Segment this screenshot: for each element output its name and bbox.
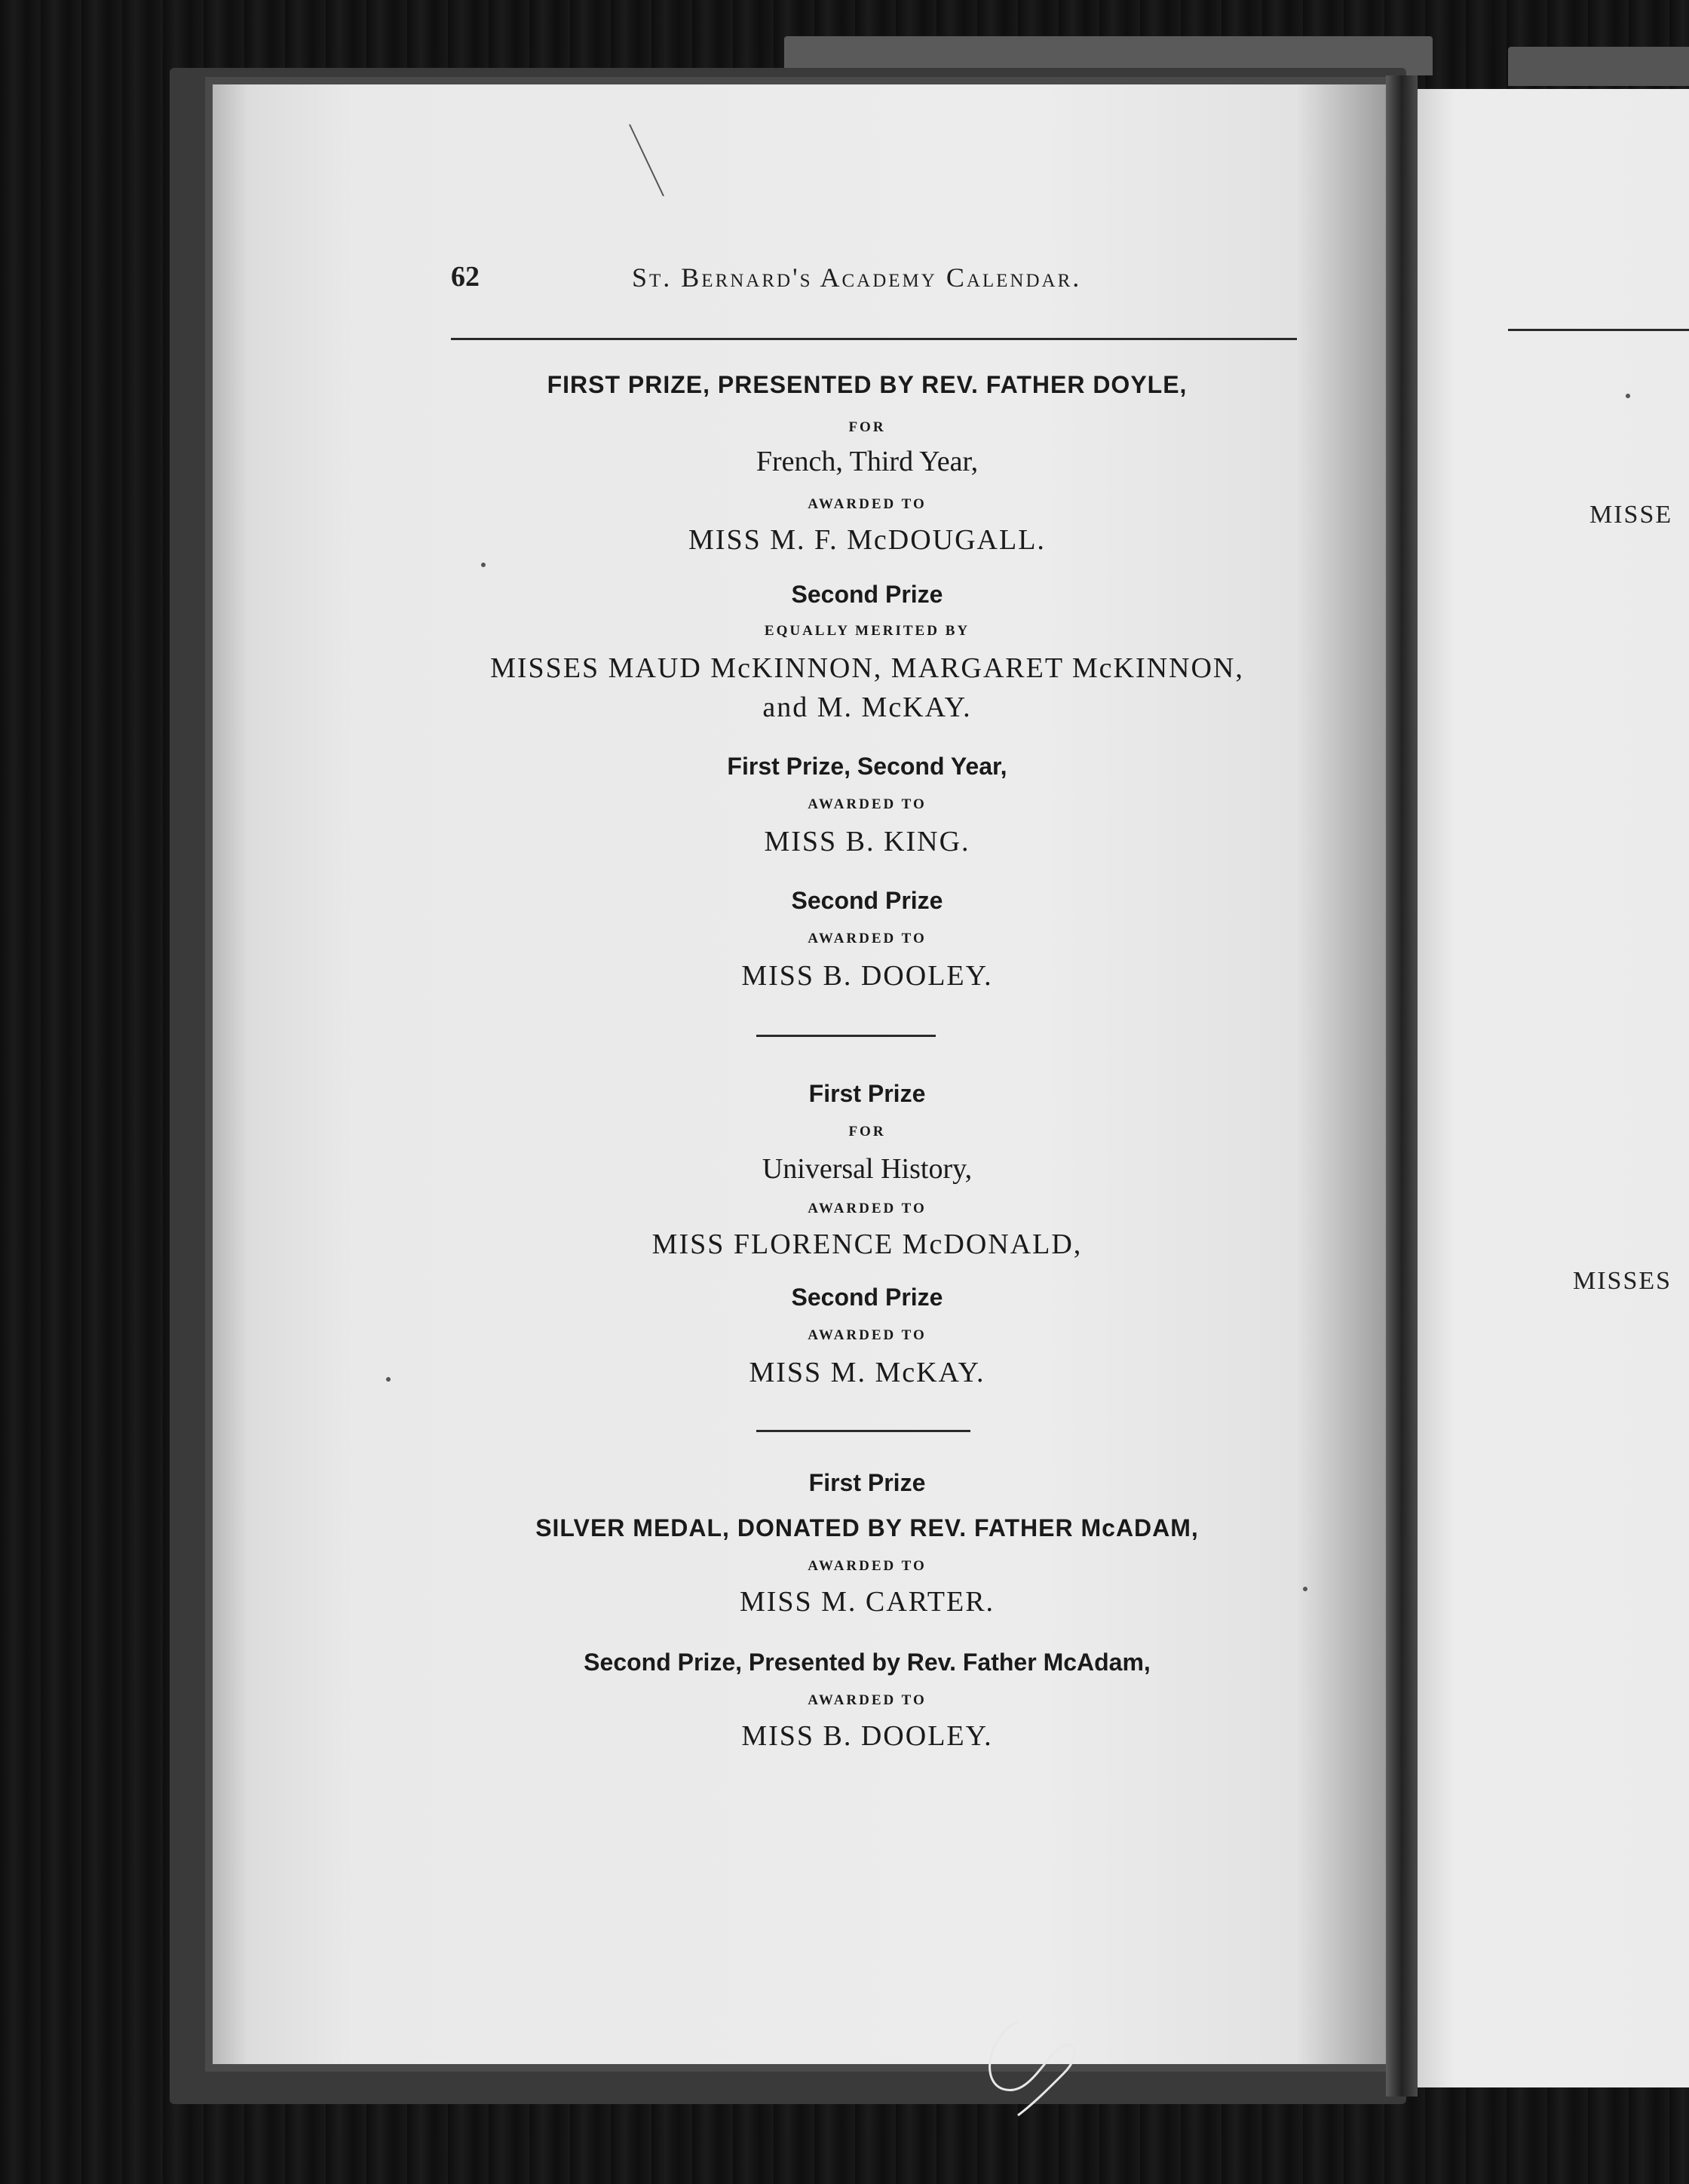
- running-header: [451, 260, 1295, 298]
- prize-winner: MISS B. KING.: [764, 826, 970, 857]
- prize-heading: Second Prize: [791, 581, 943, 608]
- prize-subject: French, Third Year,: [756, 446, 979, 477]
- prize-label: EQUALLY MERITED BY: [764, 623, 970, 639]
- prize-label: AWARDED TO: [808, 1327, 927, 1343]
- prize-heading: Second Prize: [791, 1284, 943, 1311]
- prize-heading: First Prize, Second Year,: [727, 753, 1007, 780]
- prize-winner: MISSES MAUD McKINNON, MARGARET McKINNON,: [490, 652, 1244, 684]
- prize-label: AWARDED TO: [808, 1558, 927, 1574]
- prize-label: FOR: [848, 1124, 886, 1140]
- section-divider: [756, 1430, 970, 1432]
- prize-subject: Universal History,: [762, 1153, 973, 1185]
- prize-label: AWARDED TO: [808, 496, 927, 512]
- page-tab-shadow-right: [1508, 47, 1689, 86]
- right-page-header-rule: [1508, 329, 1689, 331]
- prize-winner: MISS B. DOOLEY.: [741, 1720, 993, 1752]
- prize-label: AWARDED TO: [808, 796, 927, 812]
- prize-heading: First Prize: [808, 1469, 926, 1496]
- prize-heading: First Prize: [808, 1080, 926, 1107]
- prize-winner: MISS M. F. McDOUGALL.: [688, 524, 1046, 556]
- paper-scratch: [626, 121, 671, 204]
- running-title: St. Bernard's Academy Calendar.: [632, 262, 1082, 293]
- thread-fiber: [973, 2006, 1093, 2119]
- prize-winner: MISS FLORENCE McDONALD,: [651, 1228, 1083, 1260]
- prize-winner: and M. McKAY.: [762, 692, 972, 723]
- prize-heading: SILVER MEDAL, DONATED BY REV. FATHER McADAM,: [535, 1514, 1199, 1541]
- prize-label: AWARDED TO: [808, 1201, 927, 1216]
- header-rule: [451, 338, 1297, 340]
- prize-heading: Second Prize: [791, 887, 943, 914]
- prize-label: AWARDED TO: [808, 1692, 927, 1708]
- prize-label: AWARDED TO: [808, 931, 927, 946]
- section-divider: [756, 1035, 936, 1037]
- prize-winner: MISS M. CARTER.: [739, 1586, 995, 1618]
- prize-winner: MISS B. DOOLEY.: [741, 960, 993, 992]
- paper-speck: [481, 563, 486, 567]
- right-page: [1412, 89, 1689, 2087]
- page-number: 62: [451, 261, 480, 293]
- right-page-fragment: MISSES: [1573, 1267, 1672, 1295]
- paper-speck: [386, 1377, 391, 1382]
- prize-heading: Second Prize, Presented by Rev. Father McAdam,: [584, 1649, 1151, 1676]
- prize-heading: FIRST PRIZE, PRESENTED BY REV. FATHER DOYLE,: [547, 371, 1188, 398]
- prize-label: FOR: [848, 419, 886, 435]
- right-page-fragment: MISSE: [1589, 501, 1673, 529]
- paper-speck: [1626, 394, 1630, 398]
- prize-winner: MISS M. McKAY.: [749, 1357, 986, 1388]
- paper-speck: [1303, 1587, 1307, 1591]
- book-gutter: [1386, 75, 1418, 2097]
